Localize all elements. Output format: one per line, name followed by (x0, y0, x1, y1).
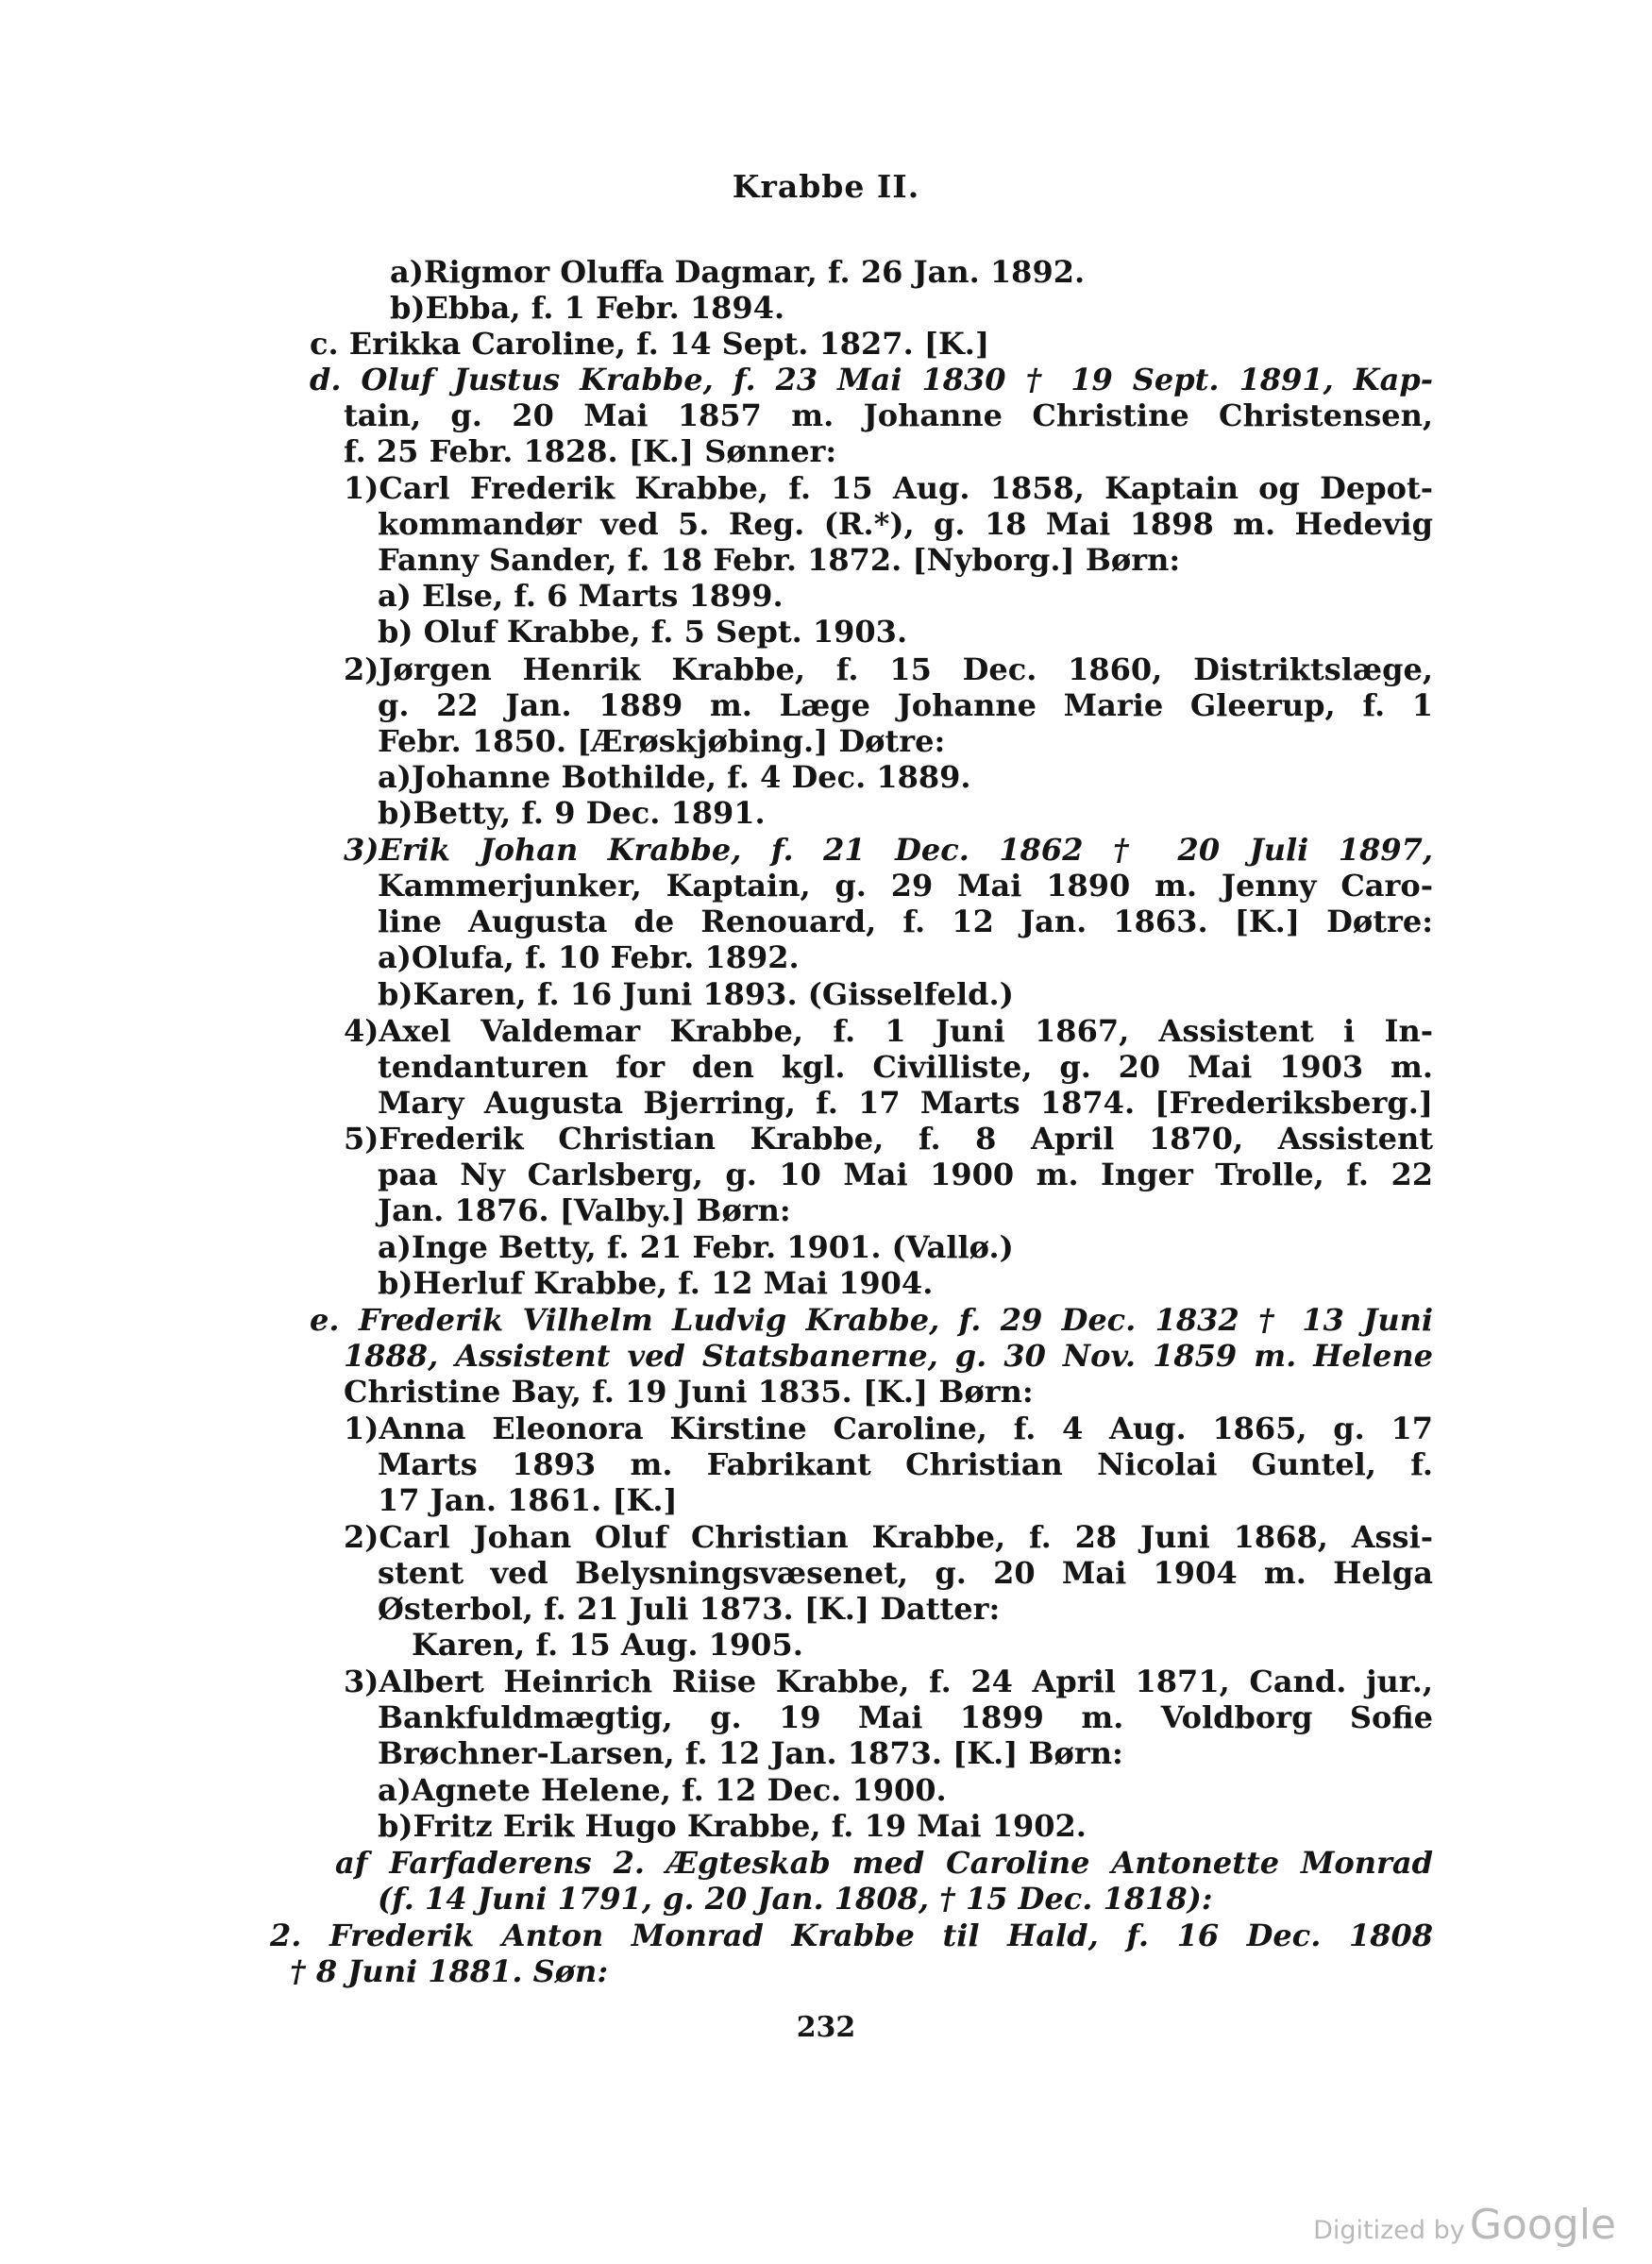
text-line: Christine Bay, f. 19 Juni 1835. [K.] Børn: (344, 1374, 1034, 1410)
text-line: Brøchner-Larsen, f. 12 Jan. 1873. [K.] Børn: (378, 1735, 1123, 1771)
text-line: g. 22 Jan. 1889 m. Læge Johanne Marie Gleerup, f. 1 (378, 687, 1433, 723)
text-line: a)Johanne Bothilde, f. 4 Dec. 1889. (378, 759, 971, 795)
text-line: e. Frederik Vilhelm Ludvig Krabbe, f. 29 Dec. 1832 † 13 Juni (310, 1302, 1433, 1338)
text-line: b)Betty, f. 9 Dec. 1891. (378, 795, 766, 831)
text-line: line Augusta de Renouard, f. 12 Jan. 1863. [K.] Døtre: (378, 904, 1433, 939)
text-line: Febr. 1850. [Ærøskjøbing.] Døtre: (378, 723, 946, 759)
text-line: Mary Augusta Bjerring, f. 17 Marts 1874. [Frederiksberg.] (378, 1085, 1433, 1121)
page-title: Krabbe II. (732, 168, 920, 205)
watermark (1313, 2201, 1616, 2249)
text-line: Bankfuldmægtig, g. 19 Mai 1899 m. Voldborg Sofie (378, 1699, 1433, 1735)
text-line: 1)Carl Frederik Krabbe, f. 15 Aug. 1858, Kaptain og Depot- (344, 470, 1433, 506)
text-line: 5)Frederik Christian Krabbe, f. 8 April 1870, Assistent (344, 1121, 1433, 1157)
text-line: c. Erikka Caroline, f. 14 Sept. 1827. [K.] (310, 326, 990, 362)
text-line: 4)Axel Valdemar Krabbe, f. 1 Juni 1867, Assistent i In- (344, 1013, 1433, 1049)
text-line: a)Olufa, f. 10 Febr. 1892. (378, 939, 800, 975)
text-line: f. 25 Febr. 1828. [K.] Sønner: (344, 433, 837, 469)
text-line: Fanny Sander, f. 18 Febr. 1872. [Nyborg.] Børn: (378, 542, 1181, 578)
text-line: a)Inge Betty, f. 21 Febr. 1901. (Vallø.) (378, 1229, 1014, 1265)
text-line: a) Else, f. 6 Marts 1899. (378, 578, 784, 614)
text-line: Marts 1893 m. Fabrikant Christian Nicolai Guntel, f. (378, 1446, 1433, 1482)
text-line: b)Ebba, f. 1 Febr. 1894. (390, 290, 785, 326)
text-line: b) Oluf Krabbe, f. 5 Sept. 1903. (378, 614, 908, 650)
text-line: 1)Anna Eleonora Kirstine Caroline, f. 4 Aug. 1865, g. 17 (344, 1411, 1433, 1446)
text-line: a)Rigmor Oluffa Dagmar, f. 26 Jan. 1892. (390, 254, 1086, 290)
text-line: 2)Jørgen Henrik Krabbe, f. 15 Dec. 1860, Distriktslæge, (344, 651, 1433, 687)
text-line: b)Herluf Krabbe, f. 12 Mai 1904. (378, 1265, 934, 1301)
text-line: 3)Erik Johan Krabbe, f. 21 Dec. 1862 † 20 Juli 1897, (344, 832, 1433, 868)
page-number: 232 (796, 2011, 856, 2044)
text-line: b)Karen, f. 16 Juni 1893. (Gisselfeld.) (378, 976, 1014, 1012)
text-line: paa Ny Carlsberg, g. 10 Mai 1900 m. Inger Trolle, f. 22 (378, 1157, 1433, 1192)
text-line: 2)Carl Johan Oluf Christian Krabbe, f. 28 Juni 1868, Assi- (344, 1519, 1433, 1555)
text-line: 3)Albert Heinrich Riise Krabbe, f. 24 April 1871, Cand. jur., (344, 1664, 1433, 1699)
text-line: 17 Jan. 1861. [K.] (378, 1482, 678, 1518)
watermark-brand: Google (1469, 2201, 1616, 2249)
text-line: 2. Frederik Anton Monrad Krabbe til Hald, f. 16 Dec. 1808 (270, 1918, 1433, 1953)
text-line: af Farfaderens 2. Ægteskab med Caroline Antonette Monrad (335, 1845, 1433, 1881)
text-line: (f. 14 Juni 1791, g. 20 Jan. 1808, † 15 Dec. 1818): (378, 1881, 1213, 1917)
text-line: tendanturen for den kgl. Civilliste, g. 20 Mai 1903 m. (378, 1049, 1433, 1085)
text-line: kommandør ved 5. Reg. (R.*), g. 18 Mai 1898 m. Hedevig (378, 506, 1433, 542)
text-line: b)Fritz Erik Hugo Krabbe, f. 19 Mai 1902. (378, 1808, 1087, 1844)
text-line: Østerbol, f. 21 Juli 1873. [K.] Datter: (378, 1591, 1001, 1627)
text-line: Karen, f. 15 Aug. 1905. (412, 1627, 803, 1663)
text-line: a)Agnete Helene, f. 12 Dec. 1900. (378, 1772, 947, 1808)
text-line: Jan. 1876. [Valby.] Børn: (378, 1192, 791, 1228)
text-line: stent ved Belysningsvæsenet, g. 20 Mai 1904 m. Helga (378, 1555, 1433, 1591)
watermark-prefix: Digitized by (1313, 2216, 1465, 2245)
text-line: tain, g. 20 Mai 1857 m. Johanne Christine Christensen, (344, 397, 1433, 433)
text-line: † 8 Juni 1881. Søn: (290, 1953, 609, 1989)
text-line: d. Oluf Justus Krabbe, f. 23 Mai 1830 † 19 Sept. 1891, Kap- (310, 362, 1433, 397)
text-line: Kammerjunker, Kaptain, g. 29 Mai 1890 m. Jenny Caro- (378, 868, 1433, 904)
text-line: 1888, Assistent ved Statsbanerne, g. 30 Nov. 1859 m. Helene (344, 1338, 1433, 1374)
